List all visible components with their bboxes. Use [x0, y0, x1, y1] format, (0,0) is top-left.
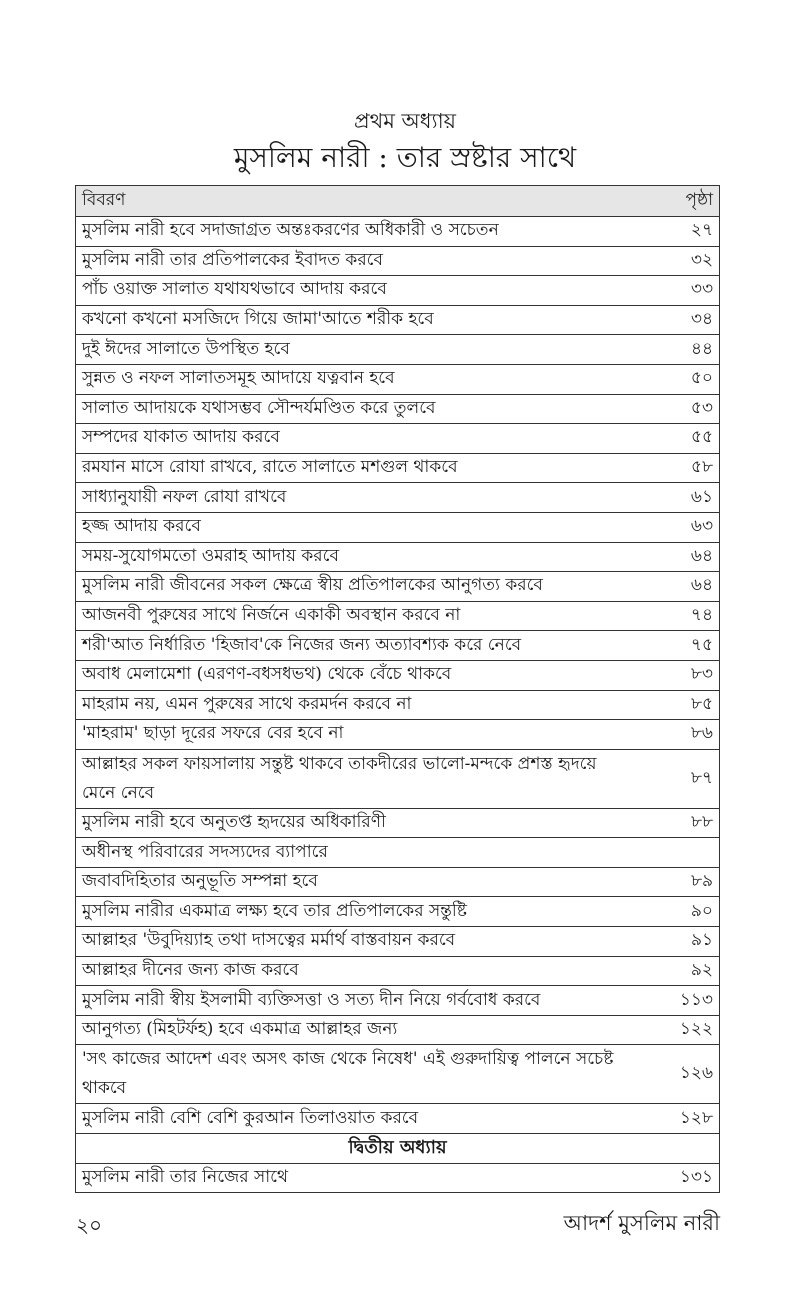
toc-entry-page: ১২৬ — [679, 1063, 713, 1084]
toc-entry-page: ৫৮ — [690, 457, 713, 478]
chapter-title: মুসলিম নারী : তার স্রষ্টার সাথে — [233, 141, 577, 174]
toc-entry-title: মুসলিম নারী বেশি বেশি কুরআন তিলাওয়াত করবে — [82, 1107, 419, 1128]
toc-entry-page: ৮৭ — [690, 767, 713, 788]
toc-entry-title: আল্লাহর 'উবুদিয়্যাহ তথা দাসত্বের মর্মার্থ বাস্তবায়ন করবে — [82, 930, 456, 951]
toc-entry-title: মুসলিম নারী হবে সদাজাগ্রত অন্তঃকরণের অধিকারী ও সচেতন — [82, 220, 499, 241]
toc-entry-page: ৩৩ — [690, 279, 713, 300]
toc-entry-title: আল্লাহর দীনের জন্য কাজ করবে — [82, 959, 299, 980]
toc-entry-page: ৮৮ — [690, 811, 713, 832]
toc-entry-page: ৭৫ — [690, 634, 713, 655]
table-row[interactable] — [76, 867, 719, 897]
running-footer-title: আদর্শ মুসলিম নারী — [563, 1211, 720, 1235]
toc-entry-page: ৮৩ — [690, 664, 713, 685]
table-row[interactable] — [76, 926, 719, 956]
toc-entry-title: জবাবদিহিতার অনুভূতি সম্পন্না হবে — [82, 871, 318, 892]
toc-entry-title: মাহরাম নয়, এমন পুরুষের সাথে করমর্দন করবে না — [82, 693, 412, 714]
toc-entry-page: ২৭ — [690, 220, 713, 241]
table-row[interactable] — [76, 1015, 719, 1045]
column-header-page: পৃষ্ঠা — [685, 190, 713, 210]
toc-entry-title: সালাত আদায়কে যথাসম্ভব সৌন্দর্যমণ্ডিত করে তুলবে — [82, 397, 436, 418]
toc-entry-title: আল্লাহর সকল ফায়সালায় সন্তুষ্ট থাকবে তাকদীরের ভালো-মন্দকে প্রশস্ত হৃদয়ে মেনে নেবে — [82, 753, 597, 803]
toc-entry-page: ৮৬ — [690, 723, 713, 744]
toc-entry-page: ৮৯ — [690, 871, 713, 892]
table-row[interactable] — [76, 808, 719, 838]
table-row[interactable] — [76, 749, 719, 808]
table-row[interactable] — [76, 216, 719, 246]
table-row[interactable] — [76, 246, 719, 276]
table-of-contents — [75, 185, 720, 1193]
toc-entry-title: মুসলিম নারী তার নিজের সাথে — [82, 1166, 288, 1187]
chapter-label: প্রথম অধ্যায় — [353, 109, 457, 133]
page-number: ২০ — [76, 1213, 103, 1237]
toc-entry-title: মুসলিম নারী তার প্রতিপালকের ইবাদত করবে — [82, 249, 383, 270]
toc-entry-title: রমযান মাসে রোযা রাখবে, রাতে সালাতে মশগুল থাকবে — [82, 457, 458, 478]
table-row[interactable] — [76, 601, 719, 631]
toc-entry-title: অবাধ মেলামেশা (এরণণ-বধসধভথ) থেকে বেঁচে থাকবে — [82, 664, 452, 685]
toc-entry-title: আনুগত্য (মিহটর্ফহ) হবে একমাত্র আল্লাহর জন্য — [82, 1019, 398, 1040]
table-row[interactable] — [76, 512, 719, 542]
table-row[interactable] — [76, 334, 719, 364]
toc-entry-title: কখনো কখনো মসজিদে গিয়ে জামা'আতে শরীক হবে — [82, 309, 434, 330]
table-row[interactable] — [76, 394, 719, 424]
table-row[interactable] — [76, 364, 719, 394]
toc-entry-title: 'মাহরাম' ছাড়া দূরের সফরে বের হবে না — [82, 723, 344, 744]
toc-entry-page: ১৩১ — [679, 1166, 713, 1187]
toc-entry-page: ১২৮ — [679, 1107, 713, 1128]
toc-entry-title: মুসলিম নারীর একমাত্র লক্ষ্য হবে তার প্রতিপালকের সন্তুষ্টি — [82, 900, 467, 921]
table-row[interactable] — [76, 275, 719, 305]
toc-entry-title: মুসলিম নারী জীবনের সকল ক্ষেত্রে স্বীয় প্রতিপালকের আনুগত্য করবে — [82, 575, 543, 596]
toc-entry-page: ৩৪ — [690, 309, 713, 330]
toc-entry-page: ৩২ — [690, 249, 713, 270]
toc-entry-title: অধীনস্থ পরিবারের সদস্যদের ব্যাপারে — [82, 841, 328, 862]
toc-entry-page: ৯০ — [690, 900, 713, 921]
table-row[interactable] — [76, 660, 719, 690]
toc-entry-title: মুসলিম নারী স্বীয় ইসলামী ব্যক্তিসত্তা ও সত্য দীন নিয়ে গর্ববোধ করবে — [82, 989, 541, 1010]
toc-entry-title: হজ্জ আদায় করবে — [82, 516, 201, 537]
toc-entry-title: মুসলিম নারী হবে অনুতপ্ত হৃদয়ের অধিকারিণী — [82, 811, 386, 832]
toc-entry-title: সময়-সুযোগমতো ওমরাহ আদায় করবে — [82, 545, 339, 566]
section-heading-row — [76, 1133, 719, 1163]
table-row[interactable] — [76, 423, 719, 453]
table-row[interactable] — [76, 630, 719, 660]
table-row[interactable] — [76, 956, 719, 986]
toc-entry-page: ১২২ — [679, 1019, 713, 1040]
toc-entry-page: ৬৪ — [690, 575, 713, 596]
toc-entry-page: ৬৩ — [690, 516, 713, 537]
toc-entry-title: সাধ্যানুযায়ী নফল রোযা রাখবে — [82, 486, 287, 507]
toc-entry-page: ৭৪ — [690, 605, 713, 626]
toc-entry-page: ৬৪ — [690, 545, 713, 566]
toc-entry-page: ৯১ — [690, 930, 713, 951]
table-row[interactable] — [76, 571, 719, 601]
table-row[interactable] — [76, 1044, 719, 1103]
toc-entry-page: ৫৫ — [690, 427, 713, 448]
toc-entry-page: ৪৪ — [690, 338, 713, 359]
table-row[interactable] — [76, 837, 719, 867]
toc-entry-page: ৫০ — [690, 368, 713, 389]
toc-entry-title: পাঁচ ওয়াক্ত সালাত যথাযথভাবে আদায় করবে — [82, 279, 387, 300]
toc-entry-page: ৫৩ — [690, 397, 713, 418]
toc-entry-title: দুই ঈদের সালাতে উপস্থিত হবে — [82, 338, 290, 359]
toc-entry-title: সম্পদের যাকাত আদায় করবে — [82, 427, 280, 448]
table-row[interactable] — [76, 305, 719, 335]
table-row[interactable] — [76, 719, 719, 749]
toc-entry-page: ৬১ — [690, 486, 713, 507]
toc-entry-page: ১১৩ — [679, 989, 713, 1010]
toc-entry-page: ৮৫ — [690, 693, 713, 714]
toc-entry-title: শরী'আত নির্ধারিত 'হিজাব'কে নিজের জন্য অত্যাবশ্যক করে নেবে — [82, 634, 522, 655]
table-row[interactable] — [76, 985, 719, 1015]
section-title: দ্বিতীয় অধ্যায় — [348, 1136, 447, 1158]
toc-entry-title: আজনবী পুরুষের সাথে নির্জনে একাকী অবস্থান করবে না — [82, 605, 461, 626]
table-row[interactable] — [76, 1103, 719, 1133]
table-row[interactable] — [76, 482, 719, 512]
table-header-row — [76, 186, 719, 216]
toc-entry-title: 'সৎ কাজের আদেশ এবং অসৎ কাজ থেকে নিষেধ' এই গুরুদায়িত্ব পালনে সচেষ্ট থাকবে — [82, 1049, 614, 1099]
column-header-description: বিবরণ — [82, 190, 126, 210]
table-row[interactable] — [76, 1163, 719, 1193]
toc-entry-page: ৯২ — [690, 959, 713, 980]
table-row[interactable] — [76, 896, 719, 926]
table-row[interactable] — [76, 542, 719, 572]
table-row[interactable] — [76, 690, 719, 720]
toc-entry-title: সুন্নত ও নফল সালাতসমূহ আদায়ে যত্নবান হবে — [82, 368, 395, 389]
table-row[interactable] — [76, 453, 719, 483]
